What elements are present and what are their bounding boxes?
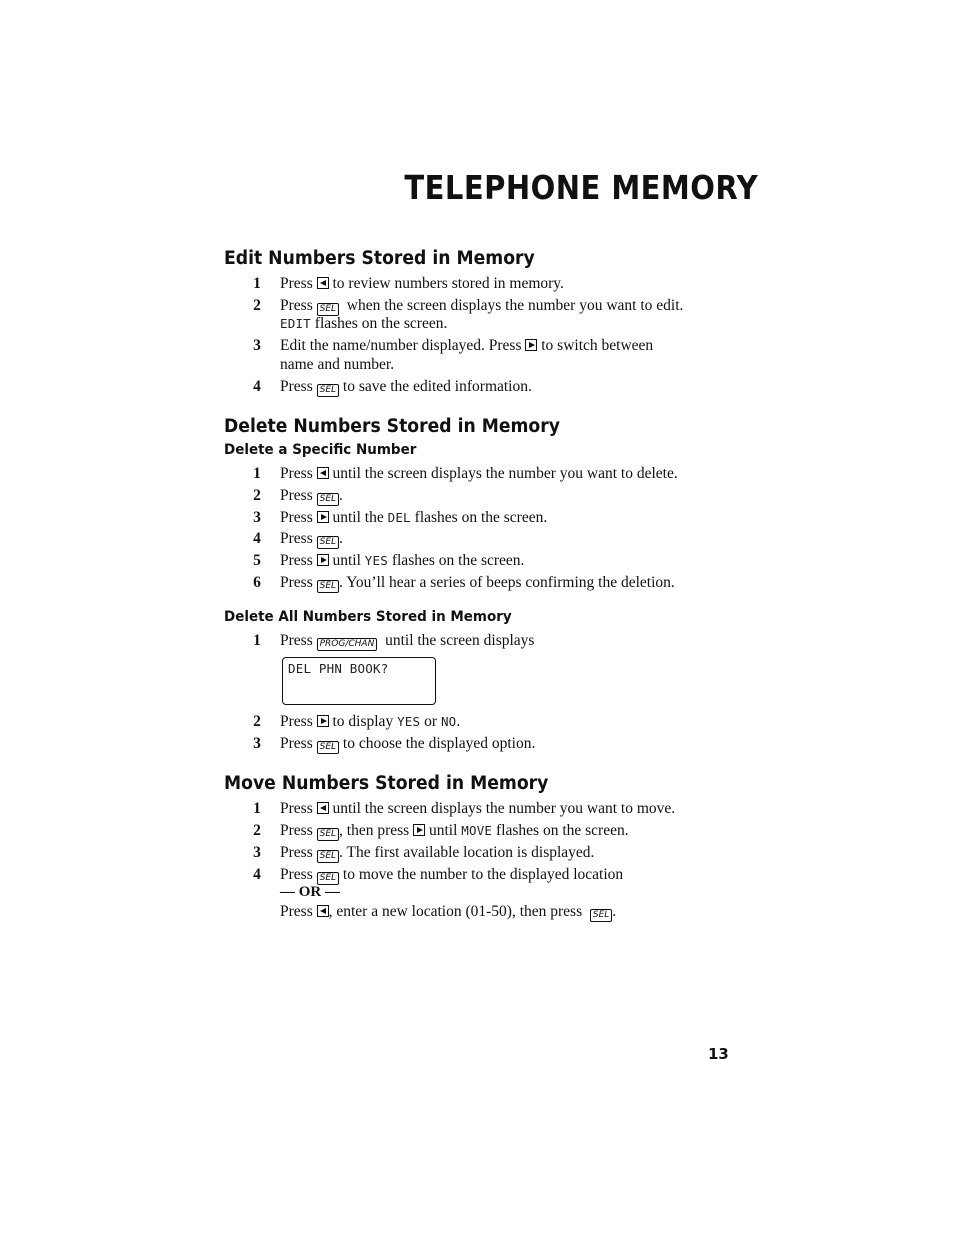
sel-key-icon: SEL [317,580,339,593]
step-text: Press [280,487,313,504]
lcd-text: MOVE [461,823,493,838]
step-text: Press [280,844,313,861]
sel-key-icon: SEL [317,493,339,506]
step-text: flashes on the screen. [496,822,629,839]
or-separator: — OR — [280,884,340,900]
step-text: Press [280,275,313,292]
step-text: Press [280,632,313,649]
step-text: Press [280,713,313,730]
step-text: until [428,822,458,839]
move-heading: Move Numbers Stored in Memory [224,773,549,794]
step-number: 4 [253,530,261,547]
lcd-text: NO [440,714,457,729]
step-text: name and number. [280,356,395,373]
step-text: Press [280,866,313,883]
step-text: . [339,530,343,547]
step-text: until the [332,509,384,526]
lcd-text: YES [397,714,421,729]
sel-key-icon: SEL [317,303,339,316]
right-arrow-key-icon [317,511,329,523]
step-text: Press [280,530,313,547]
lcd-screen-display [282,657,436,705]
sel-key-icon: SEL [317,741,339,754]
sel-key-icon: SEL [317,850,339,863]
step-number: 1 [253,800,261,817]
step-text: flashes on the screen. [314,315,448,332]
step-number: 4 [253,378,261,395]
step-text: when the screen displays the number you want to edit. [346,297,684,314]
step-text: or [424,713,438,730]
step-number: 3 [253,337,261,354]
delete-heading: Delete Numbers Stored in Memory [224,416,560,437]
step-text: Press [280,552,313,569]
step-text: . [612,903,617,920]
step-text: . [456,713,461,730]
step-text: to save the edited information. [342,378,532,395]
step-text: , then press [339,822,410,839]
step-text: flashes on the screen. [414,509,548,526]
step-number: 3 [253,735,261,752]
step-text: Press [280,378,313,395]
lcd-text: EDIT [280,316,311,331]
sel-key-icon: SEL [317,872,339,885]
page-title: TELEPHONE MEMORY [404,168,759,207]
step-number: 6 [253,574,261,591]
left-arrow-key-icon [317,802,329,814]
step-text: until the screen displays [385,632,535,649]
step-number: 2 [253,297,261,314]
step-number: 5 [253,552,261,569]
step-text: Press [280,822,313,839]
step-text: . You’ll hear a series of beeps confirming the deletion. [339,574,675,591]
delete-specific-heading: Delete a Specific Number [224,442,417,458]
step-text: Press [280,800,313,817]
page-number: 13 [708,1045,729,1063]
right-arrow-key-icon [317,715,329,727]
step-text: Press [280,735,313,752]
step-text: to review numbers stored in memory. [332,275,564,292]
step-text: until [332,552,361,569]
right-arrow-key-icon [525,339,537,351]
step-text: , enter a new location (01-50), then press [328,903,583,920]
step-text: Press [280,465,313,482]
step-text: to move the number to the displayed location [342,866,624,883]
step-number: 1 [253,465,261,482]
step-number: 1 [253,632,261,649]
sel-key-icon: SEL [317,536,339,549]
step-text: Press [280,509,313,526]
sel-key-icon: SEL [590,909,612,922]
step-text: Edit the name/number displayed. Press [280,337,522,354]
step-number: 2 [253,822,261,839]
left-arrow-key-icon [317,905,329,917]
right-arrow-key-icon [413,824,425,836]
sel-key-icon: SEL [317,384,339,397]
step-text: until the screen displays the number you want to move. [332,800,676,817]
prog-chan-key-icon: PROG/CHAN [317,638,378,651]
step-text: flashes on the screen. [391,552,525,569]
lcd-screen-text: DEL PHN BOOK? [288,661,389,676]
step-number: 2 [253,487,261,504]
right-arrow-key-icon [317,554,329,566]
step-text: . The first available location is displayed. [339,844,595,861]
step-text: to switch between [541,337,654,354]
sel-key-icon: SEL [317,828,339,841]
delete-all-heading: Delete All Numbers Stored in Memory [224,609,512,625]
step-number: 3 [253,509,261,526]
step-text: Press [280,903,313,920]
step-text: until the screen displays the number you want to delete. [332,465,678,482]
step-number: 4 [253,866,261,883]
left-arrow-key-icon [317,277,329,289]
step-text: Press [280,574,313,591]
step-number: 2 [253,713,261,730]
edit-heading: Edit Numbers Stored in Memory [224,248,535,269]
lcd-text: YES [364,553,388,568]
step-text: Press [280,297,313,314]
step-number: 1 [253,275,261,292]
lcd-text: DEL [387,510,411,525]
left-arrow-key-icon [317,467,329,479]
step-number: 3 [253,844,261,861]
step-text: . [339,487,343,504]
step-text: to display [332,713,394,730]
step-text: to choose the displayed option. [342,735,536,752]
